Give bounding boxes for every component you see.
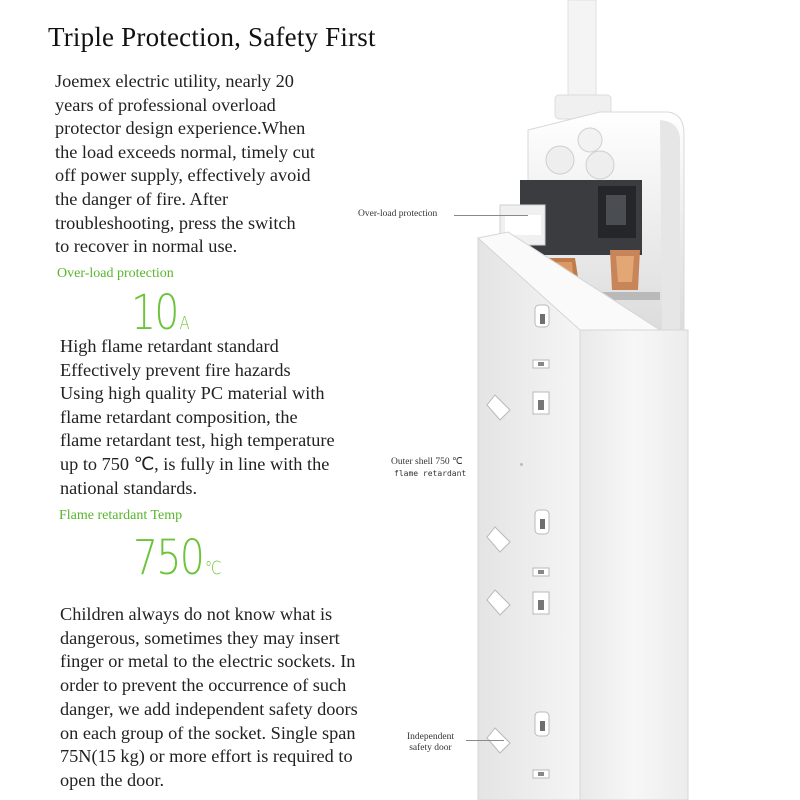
flame-temp-value: 750: [133, 530, 204, 586]
power-cable: [555, 0, 611, 119]
flame-label: Flame retardant Temp: [59, 508, 183, 523]
callout-outer-shell-marker: [520, 463, 523, 466]
flame-temp-unit: ℃: [204, 558, 222, 579]
overload-description: Joemex electric utility, nearly 20 years of professional overload protector design experience.When the load exceeds normal, timely cut off power supply, effectively avoid the danger of fire. After troubleshooting, press the switch to recover in normal use.: [55, 71, 315, 257]
overload-rating-unit: A: [179, 313, 190, 334]
overload-rating-value: 10: [131, 285, 178, 341]
overload-label: Over-load protection: [57, 266, 174, 281]
safety-door-description: Children always do not know what is dangerous, sometimes they may insert finger or metal to the electric sockets. In order to prevent the occurrence of such danger, we add independent safety doors on each group of the socket. Single span 75N(15 kg) or more effort is required to open the door.: [60, 604, 358, 790]
flame-description: High flame retardant standard Effectively prevent fire hazards Using high quality PC material with flame retardant composition, the flame retardant test, high temperature up to 750 ℃, is fully in line with the national standards.: [60, 336, 335, 498]
callout-safety-door-line1: Independent: [407, 732, 454, 742]
callout-overload: Over-load protection: [358, 209, 438, 219]
callout-safety-door-line2: safety door: [409, 743, 452, 753]
callout-safety-door-line: [466, 740, 504, 741]
callout-outer-shell-line1: Outer shell 750 ℃: [391, 457, 463, 467]
page-title: Triple Protection, Safety First: [48, 22, 376, 52]
callout-outer-shell-line2: flame retardant: [394, 469, 467, 478]
callout-outer-shell: [391, 457, 466, 479]
callout-safety-door: [407, 732, 454, 754]
callout-overload-line: [454, 215, 528, 216]
